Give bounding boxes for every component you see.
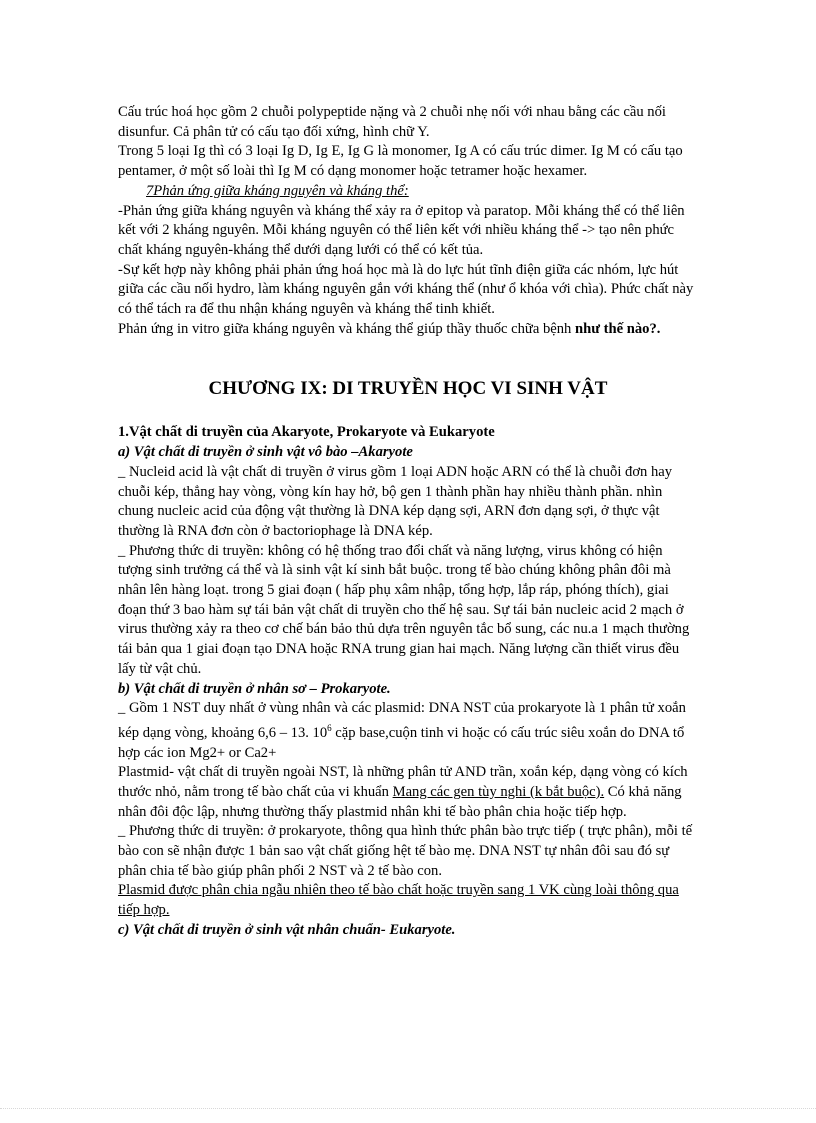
akaryote-paragraph: _ Phương thức di truyền: không có hệ thống trao đổi chất và năng lượng, virus không có hiện tượng sinh trưởng cá thể và là sinh vật kí sinh bắt buộc. trong tế bào chúng không phân đôi mà nhân lên hàng loạt. trong 5 giai đoạn ( hấp phụ xâm nhập, tổng hợp, lắp ráp, phóng thích), giai đoạn thứ 3 bao hàm sự tái bản vật chất di truyền cho thế hệ sau. Sự tái bản nucleic acid 2 mạch ở virus thường xảy ra theo cơ chế bán bảo thủ dựa trên nguyên tắc bổ sung, các nu.a 1 mạch thường tái bản qua 1 giai đoạn tạo DNA hoặc RNA trung gian hai mạch. Năng lượng cần thiết virus đều lấy từ vật chủ. [118, 542, 690, 677]
invitro-paragraph [118, 320, 698, 340]
page-bottom-divider [0, 1108, 816, 1109]
prokaryote-text: cặp base,cuộn tinh vi hoặc có cấu trúc siêu xoắn do DNA tổ hợp các ion Mg2+ or Ca2+ [118, 724, 685, 761]
prokaryote-paragraph [118, 699, 698, 763]
reaction-paragraph: -Sự kết hợp này không phải phản ứng hoá học mà là do lực hút tĩnh điện giữa các nhóm, lực hút giữa các cầu nối hydro, làm kháng nguyên gắn với kháng thể (như ổ khóa với chìa). Phức chất này có thể tách ra để thu nhận kháng nguyên và kháng thể tinh khiết. [118, 261, 694, 318]
invitro-text: Phản ứng in vitro giữa kháng nguyên và kháng thể giúp thầy thuốc chữa bệnh [118, 320, 575, 337]
document-body [118, 103, 698, 941]
subheading-antigen-antibody [118, 182, 698, 202]
prokaryote-inheritance-paragraph: _ Phương thức di truyền: ở prokaryote, thông qua hình thức phân bào trực tiếp ( trực phân), mỗi tế bào con sẽ nhận được 1 bản sao vật chất giống hệt tế bào mẹ. DNA NST tự nhân đôi sau đó sự phân chia tế bào giúp phân phối 2 NST và 2 tế bào con. [118, 823, 693, 879]
plasmid-underlined-text: Mang các gen tùy nghi (k bắt buộc). [392, 783, 605, 800]
intro-paragraph: Cấu trúc hoá học gồm 2 chuỗi polypeptide nặng và 2 chuỗi nhẹ nối với nhau bằng các cầu nối disunfur. Cả phân tử có cấu tạo đối xứng, hình chữ Y. [118, 104, 666, 140]
subsection-c-title: c) Vật chất di truyền ở sinh vật nhân chuẩn- Eukaryote. [118, 921, 456, 938]
reaction-paragraph: -Phản ứng giữa kháng nguyên và kháng thể xảy ra ở epitop và paratop. Mỗi kháng thể có thể liên kết với 2 kháng nguyên. Mỗi kháng nguyên có thể liên kết với nhiều kháng thể -> tạo nên phức chất kháng nguyên-kháng thể dưới dạng lưới có thể có kết tủa. [118, 202, 685, 258]
plasmid-text: Có khả năng nhân đôi độc lập, nhưng thường thấy plastmid nhân khi tế bào phân chia hoặc tiếp hợp. [118, 783, 682, 820]
plasmid-division-paragraph: Plasmid được phân chia ngẫu nhiên theo tế bào chất hoặc truyền sang 1 VK cùng loài thông qua tiếp hợp. [118, 882, 679, 919]
intro-paragraph: Trong 5 loại Ig thì có 3 loại Ig D, Ig E, Ig G là monomer, Ig A có cấu trúc dimer. Ig M có cấu tạo pentamer, ở một số loài thì Ig M có dạng monomer hoặc tetramer hoặc hexamer. [118, 143, 683, 180]
chapter-title: CHƯƠNG IX: DI TRUYỀN HỌC VI SINH VẬT [208, 378, 608, 400]
invitro-bold-text: như thế nào?. [575, 320, 661, 337]
subsection-a-title: a) Vật chất di truyền ở sinh vật vô bào –Akaryote [118, 444, 413, 461]
plasmid-paragraph [118, 763, 698, 822]
section-title: 1.Vật chất di truyền của Akaryote, Prokaryote và Eukaryote [118, 424, 495, 441]
exponent: 6 [327, 722, 332, 733]
subheading-text: 7Phản ứng giữa kháng nguyên và kháng thể: [146, 182, 409, 199]
subsection-b-title: b) Vật chất di truyền ở nhân sơ – Prokaryote. [118, 680, 391, 697]
plasmid-text: Plastmid- vật chất di truyền ngoài NST, là những phân tử AND trần, xoắn kép, dạng vòng có kích thước nhỏ, nằm trong tế bào chất của vi khuẩn [118, 764, 688, 800]
prokaryote-text: _ Gồm 1 NST duy nhất ở vùng nhân và các plasmid: DNA NST của prokaryote là 1 phân tử xoắn kép dạng vòng, khoảng 6,6 – 13. 10 [118, 700, 686, 741]
akaryote-paragraph: _ Nucleid acid là vật chất di truyền ở virus gồm 1 loại ADN hoặc ARN có thể là chuỗi đơn hay chuỗi kép, thẳng hay vòng, vòng kín hay hở, bộ gen 1 thành phần hay nhiều thành phần. nhìn chung nucleic acid của động vật thường là DNA kép dạng sợi, ARN đơn dạng sợi, ở thực vật thường là RNA đơn còn ở bactoriophage là DNA kép. [118, 463, 673, 539]
